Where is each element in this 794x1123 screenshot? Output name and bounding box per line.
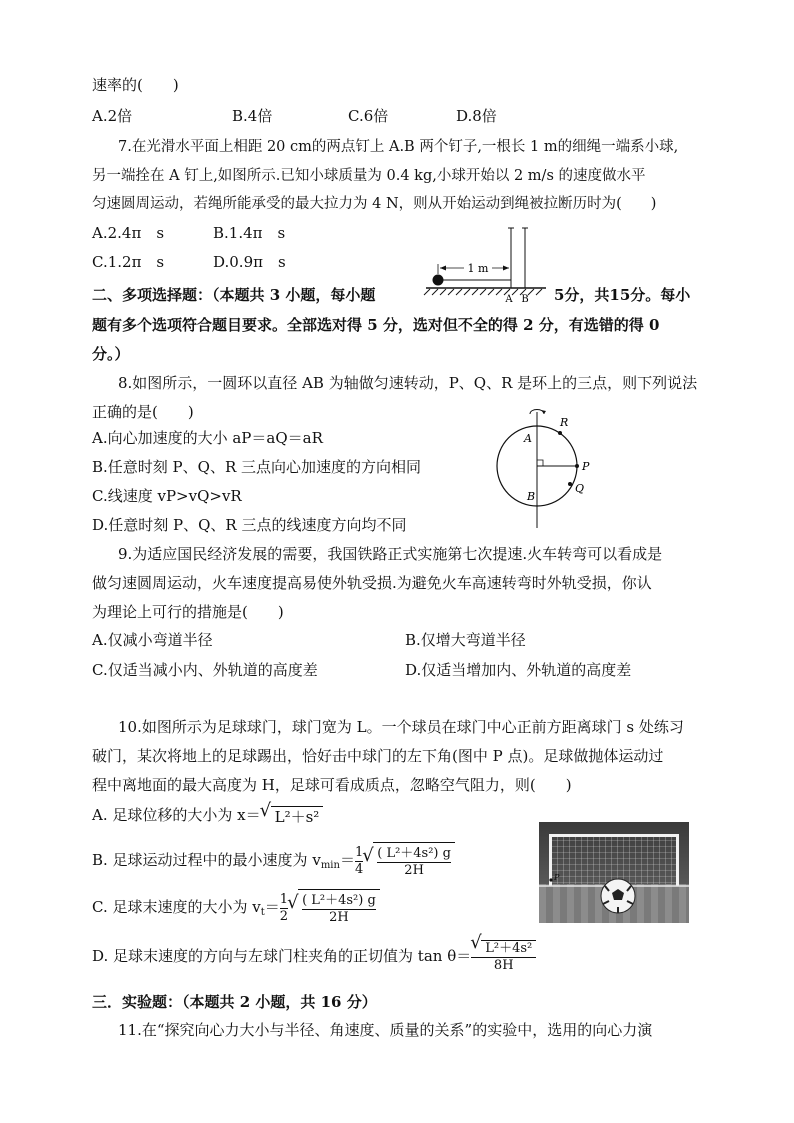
q7-stem-2: 另一端拴在 A 钉上,如图所示.已知小球质量为 0.4 kg,小球开始以 2 m/s 的速度做水平 <box>92 168 646 184</box>
q7-option-d: D.0.9π s <box>213 253 286 271</box>
q9-option-d: D.仅适当增加内、外轨道的高度差 <box>405 661 632 679</box>
q8-fig-label-p: P <box>582 460 590 473</box>
q10-goal-photo <box>539 822 689 923</box>
q9-stem-3: 为理论上可行的措施是( ) <box>92 603 284 621</box>
sec2-heading-1a: 二、多项选择题：（本题共 3 小题，每小题 <box>92 286 376 304</box>
q8-option-c: C.线速度 vP>vQ>vR <box>92 487 242 505</box>
q8-fig-label-r: R <box>560 416 569 429</box>
q10-option-c-frac: $\frac{1}{2}$ <box>279 891 289 924</box>
q11-stem-1: 11.在“探究向心力大小与半径、角速度、质量的关系”的实验中，选用的向心力演 <box>118 1021 653 1039</box>
q8-stem-2: 正确的是( ) <box>92 403 194 421</box>
q8-stem-1: 8.如图所示，一圆环以直径 AB 为轴做匀速转动，P、Q、R 是环上的三点，则下列说法 <box>118 374 698 392</box>
q7-option-b: B.1.4π s <box>213 224 286 242</box>
q10-option-c-sub: t <box>260 907 265 918</box>
q10-option-c-text: C. 足球末速度的大小为 v <box>92 898 261 916</box>
q8-figure-ring <box>490 404 600 534</box>
q7-figure-pegs <box>416 222 552 306</box>
q10-option-c-radical: √ $\frac{\text{( L²＋4s²) g}}{2H}$ <box>298 889 380 928</box>
q6-option-d: D.8倍 <box>456 107 497 125</box>
q10-option-a-text: A. 足球位移的大小为 x＝ <box>92 806 261 824</box>
q10-option-b-radical: √ $\frac{\text{( L²＋4s²) g}}{2H}$ <box>373 842 455 881</box>
q10-option-c: C. 足球末速度的大小为 $v_t=$ $\frac{1}{2}$ √ $\frac{\text{( L²＋4s²) g}}{2H}$ <box>92 888 380 926</box>
q10-fig-label-p: P <box>554 873 560 882</box>
q10-option-a-radical: √ L²＋s² <box>271 806 324 827</box>
q10-stem-3: 程中离地面的最大高度为 H，足球可看成质点，忽略空气阻力，则( ) <box>92 776 572 794</box>
q10-option-b-frac: $\frac{1}{4}$ <box>354 844 364 877</box>
q10-option-b-text: B. 足球运动过程中的最小速度为 v <box>92 851 321 869</box>
q6-option-c: C.6倍 <box>348 107 389 125</box>
q6-option-b: B.4倍 <box>232 107 273 125</box>
q7-fig-length: 1 m <box>467 262 489 275</box>
q9-stem-1: 9.为适应国民经济发展的需要，我国铁路正式实施第七次提速.火车转弯可以看成是 <box>118 545 663 563</box>
q10-option-b: B. 足球运动过程中的最小速度为 $v_{min}=$ $\frac{1}{4}$ √ $\frac{\text{( L²＋4s²) g}}{2H}$ <box>92 841 455 879</box>
sec2-heading-2: 题有多个选项符合题目要求。全部选对得 5 分，选对但不全的得 2 分，有选错的得 0 <box>92 316 660 334</box>
q8-option-d: D.任意时刻 P、Q、R 三点的线速度方向均不同 <box>92 516 407 534</box>
q6-option-a: A.2倍 <box>92 107 133 125</box>
q6-stem: 速率的( ) <box>92 76 179 94</box>
sec2-heading-3: 分。） <box>92 345 130 363</box>
q10-stem-1: 10.如图所示为足球球门，球门宽为 L。一个球员在球门中心正前方距离球门 s 处练习 <box>118 718 684 736</box>
q8-fig-label-q: Q <box>575 482 585 495</box>
sec2-heading-1b: 5分，共15分。每小 <box>554 286 691 304</box>
q10-option-b-sub: min <box>320 860 340 871</box>
q7-fig-label-a: A <box>505 294 513 305</box>
q10-option-d-frac: √ $\frac{\text{L²＋4s²}}{8H}$ <box>471 940 536 974</box>
q9-option-c: C.仅适当减小内、外轨道的高度差 <box>92 661 318 679</box>
q10-stem-2: 破门，某次将地上的足球踢出，恰好击中球门的左下角(图中 P 点)。足球做抛体运动过 <box>92 747 664 765</box>
q7-stem-1: 7.在光滑水平面上相距 20 cm的两点钉上 A.B 两个钉子,一根长 1 m的细绳一端系小球, <box>118 139 679 155</box>
q9-option-a: A.仅减小弯道半径 <box>92 631 213 649</box>
q7-option-c: C.1.2π s <box>92 253 165 271</box>
q10-option-d-text: D. 足球末速度的方向与左球门柱夹角的正切值为 tan θ＝ <box>92 947 472 965</box>
q9-stem-2: 做匀速圆周运动，火车速度提高易使外轨受损.为避免火车高速转弯时外轨受损，你认 <box>92 574 652 592</box>
q8-option-a: A.向心加速度的大小 aP＝aQ＝aR <box>92 429 323 447</box>
q7-stem-3: 匀速圆周运动，若绳所能承受的最大拉力为 4 N，则从开始运动到绳被拉断历时为( ) <box>92 196 657 212</box>
sec3-heading: 三．实验题：（本题共 2 小题，共 16 分） <box>92 993 377 1011</box>
q9-option-b: B.仅增大弯道半径 <box>405 631 526 649</box>
q7-option-a: A.2.4π s <box>92 224 165 242</box>
q10-option-d <box>92 936 536 976</box>
q10-option-a <box>92 805 323 827</box>
q8-fig-label-b: B <box>527 490 536 503</box>
q8-option-b: B.任意时刻 P、Q、R 三点向心加速度的方向相同 <box>92 458 422 476</box>
q7-fig-label-b: B <box>521 294 529 305</box>
q8-fig-label-a: A <box>524 432 532 445</box>
